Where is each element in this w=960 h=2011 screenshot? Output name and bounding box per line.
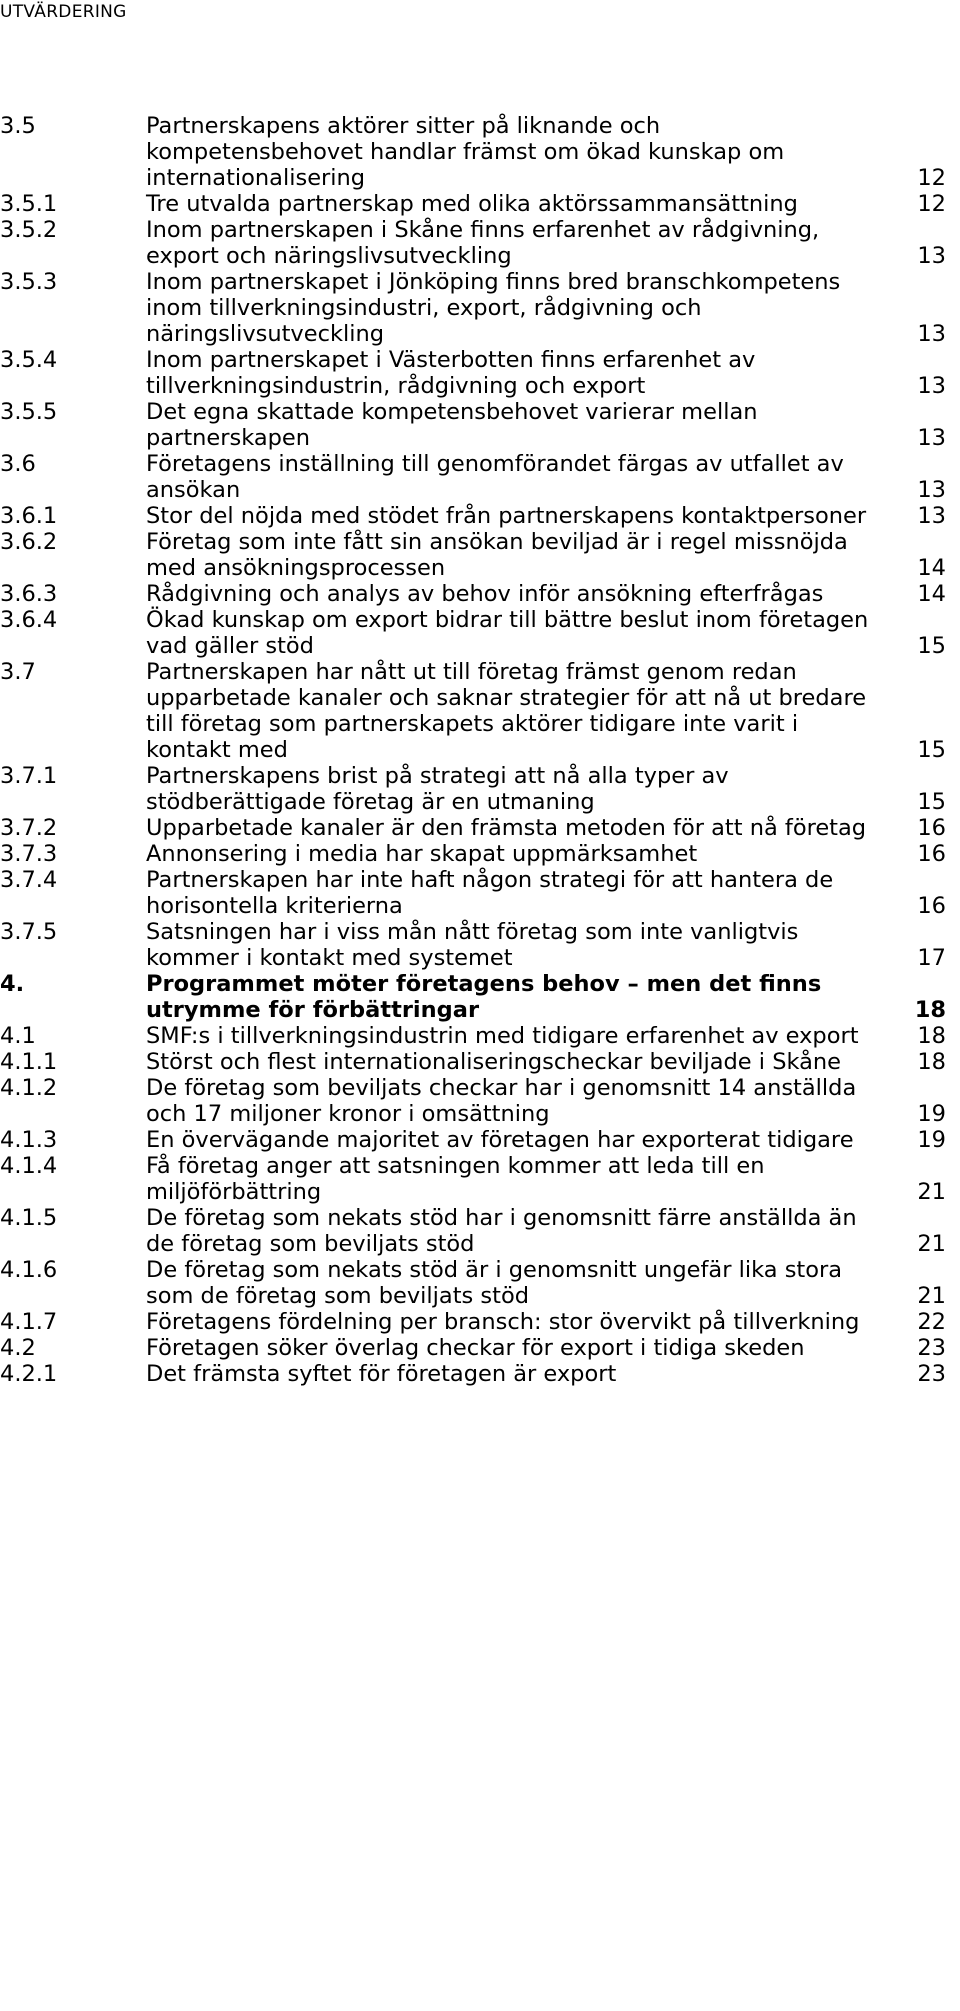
toc-entry-page-number: 15 bbox=[917, 789, 946, 815]
toc-entry-number: 3.6 bbox=[0, 451, 36, 477]
toc-entry-number: 4.1.1 bbox=[0, 1049, 58, 1075]
toc-entry-title: Företag som inte fått sin ansökan beviljad är i regel missnöjda med ansökningsprocessen bbox=[146, 529, 848, 581]
toc-entry-title: Partnerskapen har inte haft någon strategi för att hantera de horisontella kriterierna bbox=[146, 867, 834, 919]
toc-entry-number: 3.7.1 bbox=[0, 763, 58, 789]
toc-entry-title: De företag som nekats stöd har i genomsnitt färre anställda än de företag som beviljats stöd bbox=[146, 1205, 857, 1257]
toc-entry[interactable] bbox=[0, 1205, 960, 1257]
toc-entry-page-number: 17 bbox=[917, 945, 946, 971]
toc-entry[interactable] bbox=[0, 815, 960, 841]
toc-entry-number: 3.7.4 bbox=[0, 867, 58, 893]
toc-entry-number: 3.6.2 bbox=[0, 529, 58, 555]
toc-entry[interactable] bbox=[0, 399, 960, 451]
toc-entry[interactable] bbox=[0, 607, 960, 659]
toc-entry-title: De företag som nekats stöd är i genomsnitt ungefär lika stora som de företag som beviljats stöd bbox=[146, 1257, 843, 1309]
toc-entry-title: Få företag anger att satsningen kommer att leda till en miljöförbättring bbox=[146, 1153, 765, 1205]
toc-entry-page-number: 18 bbox=[914, 997, 946, 1023]
toc-entry-title: Ökad kunskap om export bidrar till bättre beslut inom företagen vad gäller stöd bbox=[146, 607, 869, 659]
toc-entry-page-number: 21 bbox=[917, 1283, 946, 1309]
toc-entry[interactable] bbox=[0, 919, 960, 971]
toc-entry-number: 3.6.4 bbox=[0, 607, 58, 633]
toc-entry-number: 4.1.3 bbox=[0, 1127, 58, 1153]
toc-entry-number: 3.7.3 bbox=[0, 841, 58, 867]
toc-entry-page-number: 16 bbox=[917, 841, 946, 867]
toc-entry-number: 4. bbox=[0, 971, 25, 997]
toc-entry-title: Tre utvalda partnerskap med olika aktörssammansättning bbox=[146, 191, 798, 217]
toc-entry-number: 4.1 bbox=[0, 1023, 36, 1049]
toc-entry-page-number: 18 bbox=[917, 1023, 946, 1049]
toc-entry-page-number: 15 bbox=[917, 737, 946, 763]
toc-entry[interactable] bbox=[0, 113, 960, 191]
table-of-contents bbox=[0, 113, 960, 1387]
toc-entry-number: 3.7.2 bbox=[0, 815, 58, 841]
toc-entry-number: 4.1.6 bbox=[0, 1257, 58, 1283]
toc-entry-title: Rådgivning och analys av behov inför ansökning efterfrågas bbox=[146, 581, 824, 607]
toc-entry-title: Inom partnerskapen i Skåne finns erfarenhet av rådgivning, export och näringslivsutveckling bbox=[146, 217, 820, 269]
toc-entry-page-number: 16 bbox=[917, 815, 946, 841]
toc-entry-page-number: 13 bbox=[917, 373, 946, 399]
toc-entry-page-number: 22 bbox=[917, 1309, 946, 1335]
toc-entry[interactable] bbox=[0, 841, 960, 867]
toc-entry-title: Annonsering i media har skapat uppmärksamhet bbox=[146, 841, 698, 867]
toc-entry-number: 4.1.7 bbox=[0, 1309, 58, 1335]
toc-entry-number: 3.5.1 bbox=[0, 191, 58, 217]
toc-entry-page-number: 13 bbox=[917, 321, 946, 347]
toc-entry-number: 3.7 bbox=[0, 659, 36, 685]
toc-entry-title: Upparbetade kanaler är den främsta metoden för att nå företag bbox=[146, 815, 867, 841]
toc-entry-number: 3.6.3 bbox=[0, 581, 58, 607]
toc-entry-number: 3.7.5 bbox=[0, 919, 58, 945]
toc-entry-number: 4.1.2 bbox=[0, 1075, 58, 1101]
toc-entry-page-number: 21 bbox=[917, 1179, 946, 1205]
toc-entry-title: En övervägande majoritet av företagen har exporterat tidigare bbox=[146, 1127, 854, 1153]
toc-entry[interactable] bbox=[0, 1023, 960, 1049]
toc-entry-number: 3.6.1 bbox=[0, 503, 58, 529]
toc-entry[interactable] bbox=[0, 867, 960, 919]
running-header: UTVÄRDERING bbox=[0, 2, 127, 22]
toc-entry-page-number: 15 bbox=[917, 633, 946, 659]
toc-entry[interactable] bbox=[0, 451, 960, 503]
toc-entry-title: Företagens inställning till genomförandet färgas av utfallet av ansökan bbox=[146, 451, 844, 503]
toc-entry-page-number: 14 bbox=[917, 581, 946, 607]
toc-entry[interactable] bbox=[0, 1049, 960, 1075]
toc-entry-number: 3.5 bbox=[0, 113, 36, 139]
toc-entry-page-number: 19 bbox=[917, 1101, 946, 1127]
toc-entry-page-number: 19 bbox=[917, 1127, 946, 1153]
toc-entry[interactable] bbox=[0, 269, 960, 347]
toc-entry[interactable] bbox=[0, 971, 960, 1023]
toc-entry-title: Satsningen har i viss mån nått företag som inte vanligtvis kommer i kontakt med systemet bbox=[146, 919, 799, 971]
toc-entry-page-number: 12 bbox=[917, 191, 946, 217]
toc-entry[interactable] bbox=[0, 1127, 960, 1153]
toc-entry-title: Företagen söker överlag checkar för export i tidiga skeden bbox=[146, 1335, 805, 1361]
toc-entry-title: Det egna skattade kompetensbehovet varierar mellan partnerskapen bbox=[146, 399, 758, 451]
toc-entry[interactable] bbox=[0, 347, 960, 399]
toc-entry-number: 3.5.4 bbox=[0, 347, 58, 373]
toc-entry-page-number: 13 bbox=[917, 477, 946, 503]
toc-entry-number: 3.5.3 bbox=[0, 269, 58, 295]
toc-entry[interactable] bbox=[0, 763, 960, 815]
toc-entry-title: Partnerskapens aktörer sitter på liknande och kompetensbehovet handlar främst om ökad kunskap om internationalisering bbox=[146, 113, 785, 191]
toc-entry-page-number: 16 bbox=[917, 893, 946, 919]
toc-entry-title: Företagens fördelning per bransch: stor övervikt på tillverkning bbox=[146, 1309, 860, 1335]
toc-entry-page-number: 23 bbox=[917, 1335, 946, 1361]
toc-entry-page-number: 13 bbox=[917, 243, 946, 269]
toc-entry[interactable] bbox=[0, 659, 960, 763]
toc-entry-number: 4.1.5 bbox=[0, 1205, 58, 1231]
toc-entry-page-number: 13 bbox=[917, 425, 946, 451]
toc-entry[interactable] bbox=[0, 1075, 960, 1127]
toc-entry-title: Partnerskapen har nått ut till företag främst genom redan upparbetade kanaler och saknar strategier för att nå ut bredare till företag som partnerskapets aktörer tidigare inte varit i kontakt med bbox=[146, 659, 867, 763]
toc-entry-number: 3.5.2 bbox=[0, 217, 58, 243]
toc-entry[interactable] bbox=[0, 1361, 960, 1387]
toc-entry-number: 3.5.5 bbox=[0, 399, 58, 425]
toc-entry[interactable] bbox=[0, 529, 960, 581]
toc-entry-number: 4.2 bbox=[0, 1335, 36, 1361]
toc-entry[interactable] bbox=[0, 1309, 960, 1335]
toc-entry-title: Störst och flest internationaliseringscheckar beviljade i Skåne bbox=[146, 1049, 842, 1075]
toc-entry-page-number: 12 bbox=[917, 165, 946, 191]
toc-entry-title: Inom partnerskapet i Västerbotten finns erfarenhet av tillverkningsindustrin, rådgivning och export bbox=[146, 347, 756, 399]
toc-entry[interactable] bbox=[0, 1335, 960, 1361]
toc-entry[interactable] bbox=[0, 503, 960, 529]
toc-entry-title: Programmet möter företagens behov – men det finns utrymme för förbättringar bbox=[146, 971, 822, 1023]
toc-entry-page-number: 23 bbox=[917, 1361, 946, 1387]
toc-entry[interactable] bbox=[0, 1153, 960, 1205]
toc-entry-title: SMF:s i tillverkningsindustrin med tidigare erfarenhet av export bbox=[146, 1023, 859, 1049]
toc-entry[interactable] bbox=[0, 581, 960, 607]
toc-entry-title: Det främsta syftet för företagen är export bbox=[146, 1361, 617, 1387]
toc-entry-title: Stor del nöjda med stödet från partnerskapens kontaktpersoner bbox=[146, 503, 867, 529]
toc-entry-title: Partnerskapens brist på strategi att nå alla typer av stödberättigade företag är en utmaning bbox=[146, 763, 729, 815]
toc-entry[interactable] bbox=[0, 217, 960, 269]
toc-entry-title: Inom partnerskapet i Jönköping finns bred branschkompetens inom tillverkningsindustri, export, rådgivning och näringslivsutveckling bbox=[146, 269, 841, 347]
toc-entry-number: 4.2.1 bbox=[0, 1361, 58, 1387]
toc-entry-page-number: 21 bbox=[917, 1231, 946, 1257]
toc-entry-page-number: 14 bbox=[917, 555, 946, 581]
toc-entry-number: 4.1.4 bbox=[0, 1153, 58, 1179]
toc-entry[interactable] bbox=[0, 191, 960, 217]
toc-entry-page-number: 13 bbox=[917, 503, 946, 529]
toc-entry-page-number: 18 bbox=[917, 1049, 946, 1075]
toc-entry[interactable] bbox=[0, 1257, 960, 1309]
toc-entry-title: De företag som beviljats checkar har i genomsnitt 14 anställda och 17 miljoner kronor i omsättning bbox=[146, 1075, 857, 1127]
